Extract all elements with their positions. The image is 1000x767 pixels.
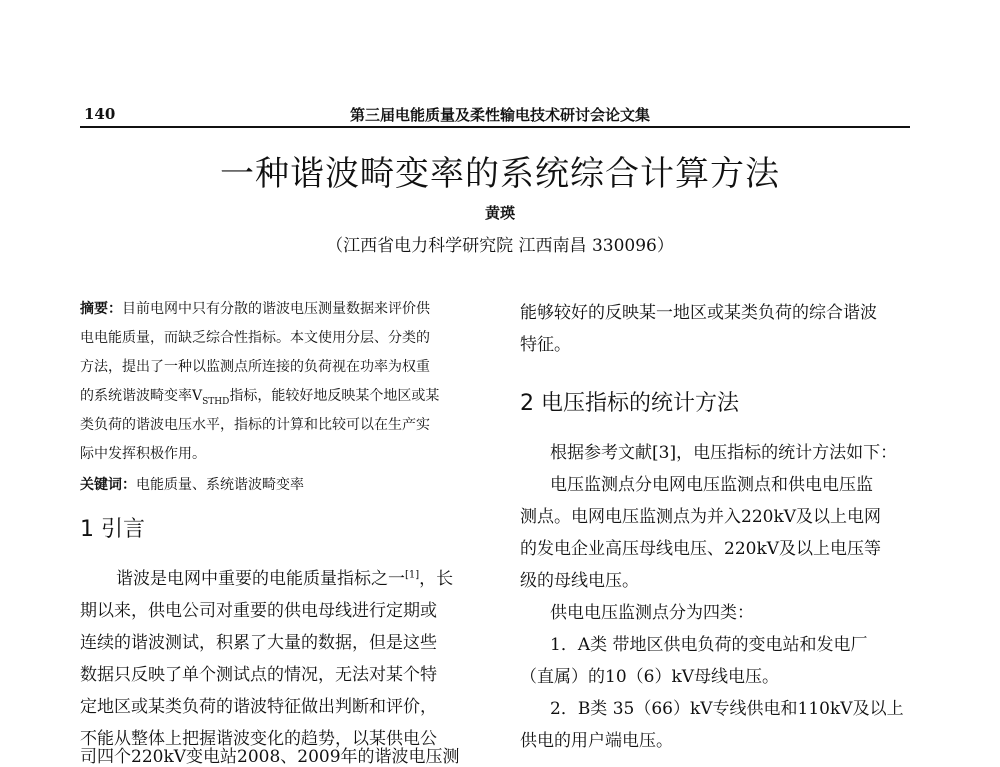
vsthd-subscript: STHD xyxy=(202,396,230,407)
body-line: 根据参考文献[3]，电压指标的统计方法如下： xyxy=(550,443,898,463)
body-line: 不能从整体上把握谐波变化的趋势，以某供电公 xyxy=(80,729,437,749)
section-2-heading: 2 电压指标的统计方法 xyxy=(520,391,739,416)
body-line: 1．A类 带地区供电负荷的变电站和发电厂 xyxy=(550,635,868,655)
affiliation: （江西省电力科学研究院 江西南昌 330096） xyxy=(326,236,674,256)
body-line: 定地区或某类负荷的谐波特征做出判断和评价， xyxy=(80,697,437,717)
body-line: 特征。 xyxy=(520,335,571,355)
body-line: 测点。电网电压监测点为并入220kV及以上电网 xyxy=(520,507,882,527)
body-line: 连续的谐波测试，积累了大量的数据，但是这些 xyxy=(80,633,437,653)
body-line: （直属）的10（6）kV母线电压。 xyxy=(520,667,780,687)
abstract-line: 电电能质量，而缺乏综合性指标。本文使用分层、分类的 xyxy=(80,330,430,346)
abstract-label: 摘要： xyxy=(80,301,122,317)
body-line: 供电的用户端电压。 xyxy=(520,731,673,751)
abstract-line: 的系统谐波畸变率$V_{STHD}$指标，能较好地反映某个地区或某 xyxy=(80,388,440,407)
body-line: 2．B类 35（66）kV专线供电和110kV及以上 xyxy=(550,699,904,719)
body-line: 谐波是电网中重要的电能质量指标之一[1]，长 xyxy=(116,569,454,589)
body-line: 的发电企业高压母线电压、220kV及以上电压等 xyxy=(520,539,882,559)
keywords-text: 电能质量、系统谐波畸变率 xyxy=(136,477,304,493)
citation-1: [1] xyxy=(405,569,420,581)
keywords-label: 关键词： xyxy=(80,477,136,493)
keywords-line xyxy=(80,474,304,494)
body-line: 能够较好的反映某一地区或某类负荷的综合谐波 xyxy=(520,303,877,323)
body-line: 司四个220kV变电站2008、2009年的谐波电压测 xyxy=(80,747,460,767)
page-number: 140 xyxy=(84,105,116,123)
abstract-line: 际中发挥积极作用。 xyxy=(80,446,206,462)
body-line: 电压监测点分电网电压监测点和供电电压监 xyxy=(550,475,873,495)
abstract-line: 摘要：目前电网中只有分散的谐波电压测量数据来评价供 xyxy=(80,301,430,317)
body-line: 供电电压监测点分为四类： xyxy=(550,603,754,623)
header-rule xyxy=(80,126,910,128)
paper-title: 一种谐波畸变率的系统综合计算方法 xyxy=(220,154,780,194)
author: 黄瑛 xyxy=(484,204,515,222)
body-line: 期以来，供电公司对重要的供电母线进行定期或 xyxy=(80,601,437,621)
section-1-heading: 1 引言 xyxy=(80,517,145,542)
abstract-line: 类负荷的谐波电压水平，指标的计算和比较可以在生产实 xyxy=(80,417,430,433)
body-line: 数据只反映了单个测试点的情况，无法对某个特 xyxy=(80,665,437,685)
running-header: 第三届电能质量及柔性输电技术研讨会论文集 xyxy=(349,106,650,124)
body-line: 级的母线电压。 xyxy=(520,571,639,591)
abstract-line: 方法，提出了一种以监测点所连接的负荷视在功率为权重 xyxy=(80,359,430,375)
